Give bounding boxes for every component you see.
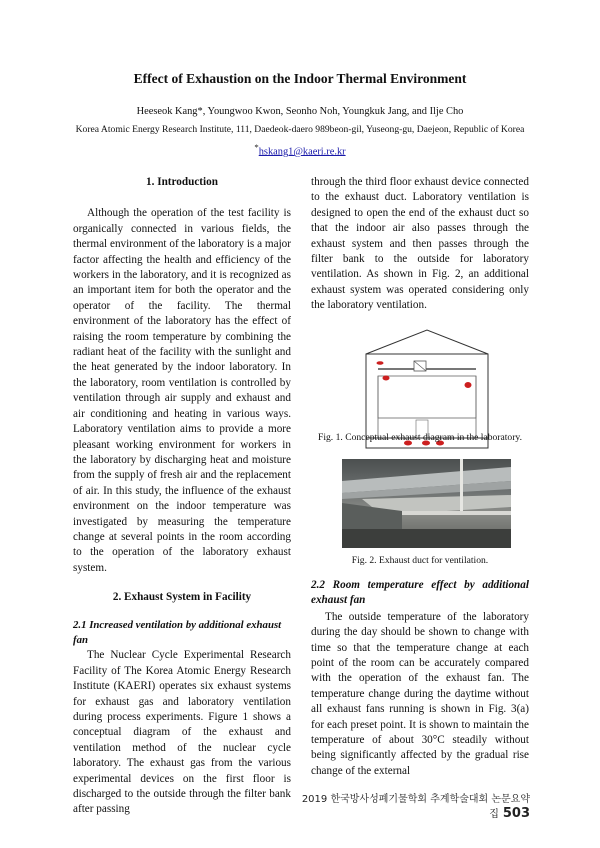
right-column-text [311,175,529,314]
corresponding-mark: * [254,142,259,152]
affiliation: Korea Atomic Energy Research Institute, 111, Daedeok-daero 989beon-gil, Yuseong-gu, Daejeon, Republic of Korea [75,124,525,135]
subsection-2-1-heading: 2.1 Increased ventilation by additional exhaust fan [73,618,282,646]
page-footer [300,790,530,821]
figure-1-caption: Fig. 1. Conceptual exhaust diagram in the laboratory. [318,432,522,443]
figure-2-photo [342,459,511,548]
intro-paragraph: Although the operation of the test facility is organically connected in various fields, the thermal environment of the laboratory is a major factor affecting the health and efficiency of the workers in the laboratory, and it is recognized as an important item for both the operator and the operator of the facility. The thermal environment of the laboratory has the effect of raising the room temperature by combining the radiant heat of the facility with the sunlight and the heat generated by the indoor laboratory. In the laboratory, room ventilation is controlled by ventilation through air supply and exhaust and air conditioning and heating in various ways. Laboratory ventilation aims to provide a more pleasant working environment for workers in the laboratory by discharging heat and moisture from the supply of fresh air and the replacement of air. In this study, the influence of the exhaust environment on the indoor temperature was investigated by measuring the temperature change at several points in the room according to the operation of the laboratory exhaust system. [73,207,291,574]
exhaust-heading: 2. Exhaust System in Facility [112,591,252,604]
subsection-2-2-paragraph: The outside temperature of the laboratory during the day should be shown to change with time so that the temperature change at each point of the room can be accurately compared with the operation of the exhaust fan. The temperature change during the daytime without all exhaust fans running is shown in Fig. 3(a) for each preset point. It is shown to maintain the temperature of about 30°C steadily without being significantly affected by the gradual rise change of the external [311,610,529,777]
right-paragraph-continued: through the third floor exhaust device connected to the exhaust duct. Laboratory ventilation is designed to open the end of the exhaust duct so that the indoor air also passes through the exhaust system and then passes through the filter bank to the outside for laboratory ventilation. As shown in Fig. 2, an additional exhaust system was operated considering only the laboratory ventilation. [311,176,529,312]
email-link[interactable]: hskang1@kaeri.re.kr [258,146,346,158]
right-column-lower [311,578,529,779]
left-column [73,175,291,818]
email-line [0,142,600,157]
intro-heading: 1. Introduction [146,176,218,188]
page-number: 503 [502,806,530,821]
figure-2-caption: Fig. 2. Exhaust duct for ventilation. [351,555,489,566]
author-list: Heeseok Kang*, Youngwoo Kwon, Seonho Noh, Youngkuk Jang, and Ilje Cho [136,106,464,117]
paper-title: Effect of Exhaustion on the Indoor Thermal Environment [133,71,467,86]
subsection-2-2-heading: 2.2 Room temperature effect by additional exhaust fan [311,579,529,607]
conference-name: 2019 한국방사성폐기물학회 추계학술대회 논문요약집 [301,794,530,820]
subsection-2-1-paragraph: The Nuclear Cycle Experimental Research Facility of The Korea Atomic Energy Research Institute (KAERI) operates six exhaust systems for exhaust gas and laboratory ventilation during process experiments. Figure 1 shows a conceptual diagram of the exhaust and ventilation method of the nuclear cycle laboratory. The exhaust gas from the various experimental devices on the first floor is discharged to the outside through the filter bank after passing [73,649,291,816]
